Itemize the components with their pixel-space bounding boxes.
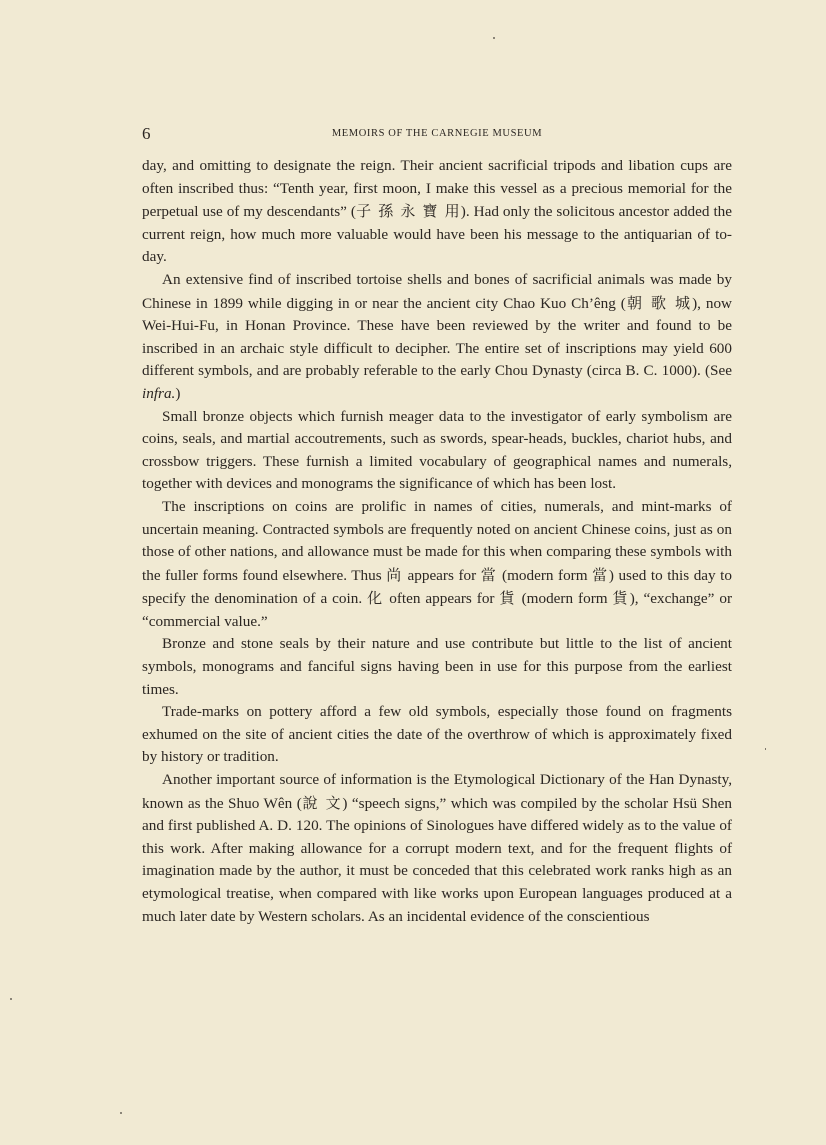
- paragraph-3: [142, 406, 732, 496]
- chinese-characters: 尚: [386, 565, 403, 584]
- paragraph-5: [142, 633, 732, 701]
- paper-speck: [10, 998, 12, 1000]
- paragraph-6: [142, 701, 732, 769]
- paragraph-text: ). Had only the solicitous ancestor added the current reign, how much more valuable would have been his message to the antiquarian of to-day.: [142, 203, 733, 266]
- paragraph-text: The inscriptions on coins are prolific in names of cities, numerals, and mint-marks of uncertain meaning. Contracted symbols are frequently noted on ancient Chinese coins, just as on those of other nations, and allowance must be made for this when comparing these symbols with the fuller forms found elsewhere. Thus: [142, 497, 732, 584]
- paragraph-text: Small bronze objects which furnish meager data to the investigator of early symbolism are coins, seals, and martial accoutrements, such as swords, spear-heads, buckles, chariot hubs, and crossbow triggers. These furnish a limited vocabulary of geographical names and numerals, together with devices and monograms the significance of which has been lost.: [142, 407, 732, 493]
- italic-reference: infra.: [142, 384, 176, 402]
- paragraph-text: Bronze and stone seals by their nature and use contribute but little to the list of ancient symbols, monograms and fanciful signs having been in use for this purpose from the earliest times.: [142, 635, 732, 698]
- paragraph-text: day, and omitting to designate the reign. Their ancient sacrificial tripods and libation cups are often inscribed thus: “Tenth year, first moon, I make this vessel as a precious memorial for the perpetual use of my descendants” (: [142, 157, 732, 221]
- paragraph-text: appears for: [402, 566, 481, 584]
- chinese-characters: 當: [480, 565, 498, 584]
- chinese-characters: 朝 歌 城: [625, 293, 693, 312]
- paper-speck: [493, 37, 495, 39]
- paragraph-4: [142, 496, 732, 634]
- running-title: MEMOIRS OF THE CARNEGIE MUSEUM: [331, 128, 543, 139]
- paper-speck: [765, 748, 766, 750]
- chinese-characters: 貨: [499, 589, 517, 608]
- page-header: [142, 124, 732, 144]
- chinese-characters: 子 孫 永 寶 用: [355, 202, 461, 221]
- paragraph-text: ) “speech signs,” which was compiled by the scholar Hsü Shen and first published A. D. 120. The opinions of Sinologues have differed widely as to the value of this work. After making allowance for a corrupt modern text, and for the frequent flights of imagination made by the author, it must be conceded that this celebrated work ranks high as an etymological treatise, when compared with like works upon European languages produced at a much later date by Western scholars. As an incidental evidence of the conscientious: [142, 794, 732, 925]
- paragraph-text: often appears for: [384, 590, 500, 608]
- page-number: 6: [142, 124, 151, 143]
- paragraph-text: (modern form: [497, 566, 593, 584]
- paragraph-2: [142, 269, 732, 406]
- paragraph-text: ), now Wei-Hui-Fu, in Honan Province. These have been reviewed by the writer and found to be inscribed in an archaic style difficult to decipher. The entire set of inscriptions may yield 600 different symbols, and are probably referable to the early Chou Dynasty (circa B. C. 1000). (See: [142, 294, 733, 380]
- paragraph-7: [142, 769, 732, 928]
- paragraph-text: ): [175, 384, 181, 402]
- chinese-characters: 貨: [612, 589, 630, 608]
- paragraph-text: Another important source of information is the Etymological Dictionary of the Han Dynasty, known as the Shuo Wên (: [142, 771, 732, 812]
- paragraph-text: ), “exchange” or “commercial value.”: [142, 590, 733, 630]
- paragraph-text: ) used to this day to specify the denomination of a coin.: [142, 566, 732, 608]
- chinese-characters: 說 文: [301, 793, 343, 812]
- chinese-characters: 當: [592, 565, 609, 584]
- chinese-characters: 化: [367, 589, 385, 608]
- paragraph-text: Trade-marks on pottery afford a few old symbols, especially those found on fragments exhumed on the site of ancient cities the date of the overthrow of which is approximately fixed by history or tradition.: [142, 703, 732, 766]
- paper-speck: [120, 1112, 122, 1114]
- paragraph-1: [142, 155, 732, 269]
- paragraph-text: (modern form: [516, 590, 613, 608]
- body-text: [142, 155, 732, 928]
- paragraph-text: An extensive find of inscribed tortoise shells and bones of sacrificial animals was made by Chinese in 1899 while digging in or near the ancient city Chao Kuo Ch’êng (: [142, 270, 732, 312]
